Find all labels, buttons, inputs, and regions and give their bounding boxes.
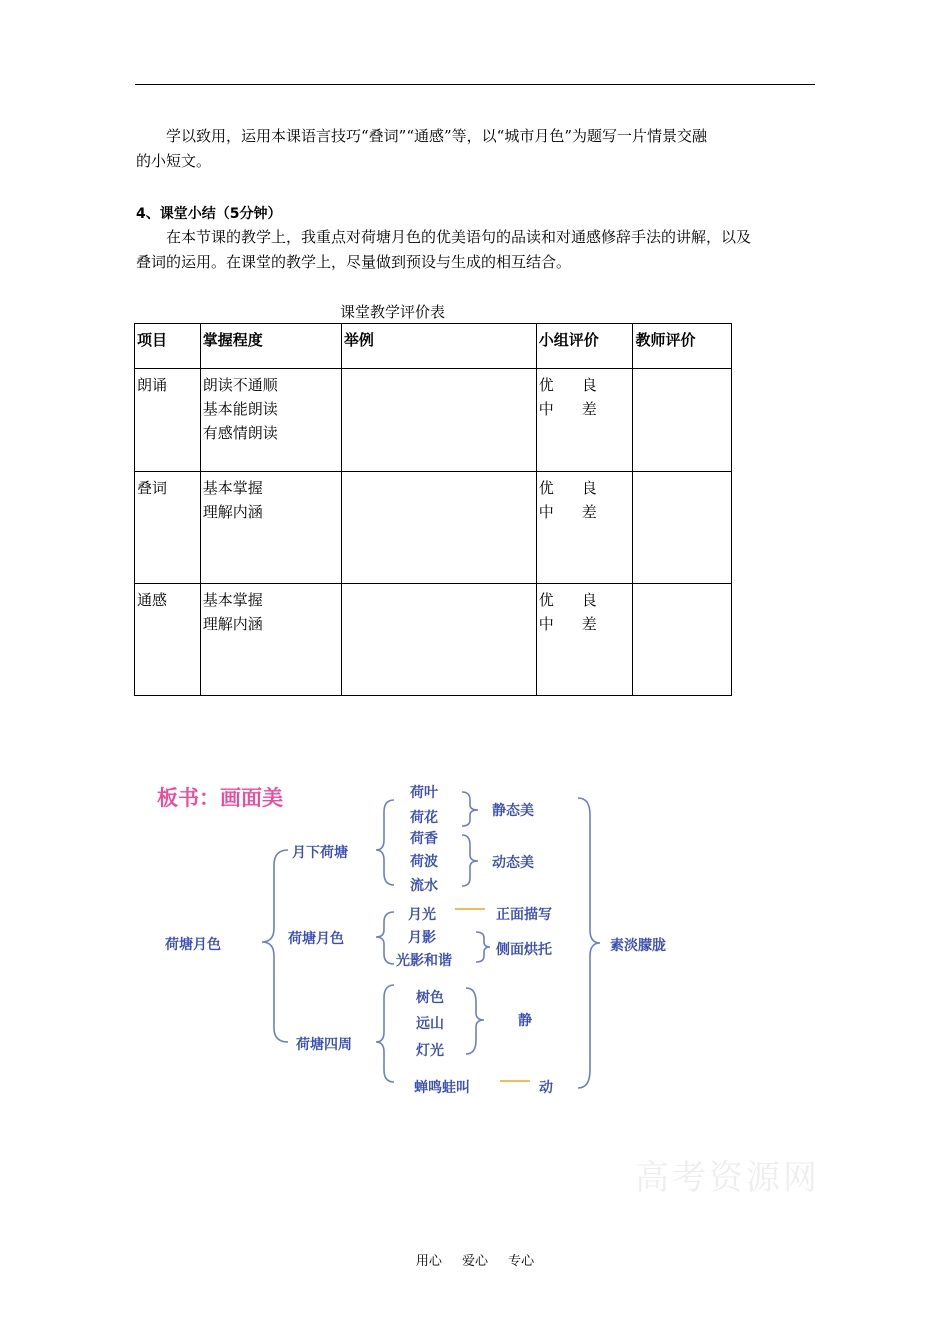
row-levels bbox=[200, 584, 341, 696]
intro-paragraph bbox=[136, 124, 816, 174]
board-item: 光影和谐 bbox=[396, 953, 452, 969]
conclusion-brace bbox=[578, 798, 600, 1088]
branch2-brace bbox=[376, 912, 394, 964]
footer-item: 爱心 bbox=[461, 1254, 488, 1269]
row-teacher-rating bbox=[633, 369, 732, 472]
rating-option: 差 bbox=[581, 615, 597, 633]
level-text: 理解内涵 bbox=[202, 503, 263, 521]
table-row bbox=[135, 584, 732, 696]
summary-paragraph bbox=[136, 225, 816, 275]
board-static-beauty: 静态美 bbox=[492, 803, 534, 819]
board-move: 动 bbox=[539, 1080, 553, 1096]
row-example bbox=[341, 472, 536, 584]
footer-item: 用心 bbox=[415, 1254, 442, 1269]
side-brace bbox=[476, 932, 490, 962]
rating-line bbox=[539, 373, 597, 397]
board-item: 灯光 bbox=[416, 1043, 444, 1059]
rating-option: 良 bbox=[581, 591, 597, 609]
board-item: 荷叶 bbox=[410, 785, 438, 801]
branch1-brace bbox=[376, 800, 394, 885]
blackboard-diagram bbox=[150, 770, 710, 1110]
intro-line-1: 学以致用，运用本课语言技巧“叠词”“通感”等，以“城市月色”为题写一片情景交融 bbox=[166, 127, 708, 145]
summary-line-2: 叠词的运用。在课堂的教学上，尽量做到预设与生成的相互结合。 bbox=[136, 253, 572, 271]
rating-line bbox=[539, 500, 597, 524]
evaluation-table bbox=[134, 323, 732, 696]
static-brace bbox=[462, 792, 478, 826]
intro-line-2: 的小短文。 bbox=[136, 152, 212, 170]
rating-option: 中 bbox=[538, 503, 554, 521]
row-levels bbox=[200, 472, 341, 584]
header-example: 举例 bbox=[341, 324, 536, 369]
rating-line bbox=[539, 612, 597, 636]
rating-option: 良 bbox=[581, 479, 597, 497]
rating-line bbox=[539, 476, 597, 500]
board-front-description: 正面描写 bbox=[496, 907, 552, 923]
table-row bbox=[135, 369, 732, 472]
level-text: 有感情朗读 bbox=[202, 424, 278, 442]
row-teacher-rating bbox=[633, 472, 732, 584]
row-group-rating bbox=[536, 369, 633, 472]
board-branch-2: 荷塘月色 bbox=[288, 931, 344, 947]
row-item: 叠词 bbox=[135, 472, 201, 584]
rating-option: 优 bbox=[538, 591, 554, 609]
row-group-rating bbox=[536, 472, 633, 584]
header-rule bbox=[135, 84, 815, 85]
root-brace bbox=[262, 850, 288, 1042]
level-text: 基本能朗读 bbox=[202, 400, 278, 418]
board-item: 月影 bbox=[408, 930, 436, 946]
section-heading: 4、课堂小结（5分钟） bbox=[136, 206, 282, 222]
still-brace bbox=[466, 988, 484, 1054]
rating-line bbox=[539, 588, 597, 612]
board-dynamic-beauty: 动态美 bbox=[492, 855, 534, 871]
board-title: 板书：画面美 bbox=[157, 786, 283, 810]
footer-item: 专心 bbox=[508, 1254, 535, 1269]
row-item: 通感 bbox=[135, 584, 201, 696]
board-root: 荷塘月色 bbox=[165, 937, 221, 953]
table-caption: 课堂教学评价表 bbox=[340, 303, 446, 321]
board-branch-1: 月下荷塘 bbox=[292, 845, 348, 861]
level-text: 基本掌握 bbox=[202, 591, 263, 609]
rating-line bbox=[539, 397, 597, 421]
rating-option: 中 bbox=[538, 400, 554, 418]
rating-option: 差 bbox=[581, 400, 597, 418]
board-sound: 蝉鸣蛙叫 bbox=[414, 1080, 470, 1096]
board-conclusion: 素淡朦胧 bbox=[610, 938, 666, 954]
summary-line-1: 在本节课的教学上，我重点对荷塘月色的优美语句的品读和对通感修辞手法的讲解，以及 bbox=[166, 228, 752, 246]
branch3-brace bbox=[376, 985, 394, 1082]
rating-option: 优 bbox=[538, 479, 554, 497]
board-still: 静 bbox=[518, 1013, 532, 1029]
row-teacher-rating bbox=[633, 584, 732, 696]
board-item: 树色 bbox=[416, 990, 444, 1006]
board-item: 荷花 bbox=[410, 810, 438, 826]
watermark: 高考资源网 bbox=[635, 1158, 820, 1198]
table-row bbox=[135, 472, 732, 584]
row-item: 朗诵 bbox=[135, 369, 201, 472]
page-footer bbox=[0, 1250, 950, 1269]
table-header-row bbox=[135, 324, 732, 369]
rating-option: 优 bbox=[538, 376, 554, 394]
header-item: 项目 bbox=[135, 324, 201, 369]
level-text: 朗读不通顺 bbox=[202, 376, 278, 394]
board-item: 流水 bbox=[410, 878, 438, 894]
board-item: 月光 bbox=[408, 907, 436, 923]
level-text: 理解内涵 bbox=[202, 615, 263, 633]
header-teacher-eval: 教师评价 bbox=[633, 324, 732, 369]
row-example bbox=[341, 584, 536, 696]
board-side-description: 侧面烘托 bbox=[496, 942, 552, 958]
dynamic-brace bbox=[462, 835, 478, 886]
board-item: 荷波 bbox=[410, 854, 438, 870]
rating-option: 中 bbox=[538, 615, 554, 633]
row-group-rating bbox=[536, 584, 633, 696]
board-item: 远山 bbox=[416, 1016, 444, 1032]
rating-option: 良 bbox=[581, 376, 597, 394]
board-branch-3: 荷塘四周 bbox=[296, 1037, 352, 1053]
row-example bbox=[341, 369, 536, 472]
header-mastery: 掌握程度 bbox=[200, 324, 341, 369]
level-text: 基本掌握 bbox=[202, 479, 263, 497]
rating-option: 差 bbox=[581, 503, 597, 521]
board-item: 荷香 bbox=[410, 831, 438, 847]
row-levels bbox=[200, 369, 341, 472]
header-group-eval: 小组评价 bbox=[536, 324, 633, 369]
